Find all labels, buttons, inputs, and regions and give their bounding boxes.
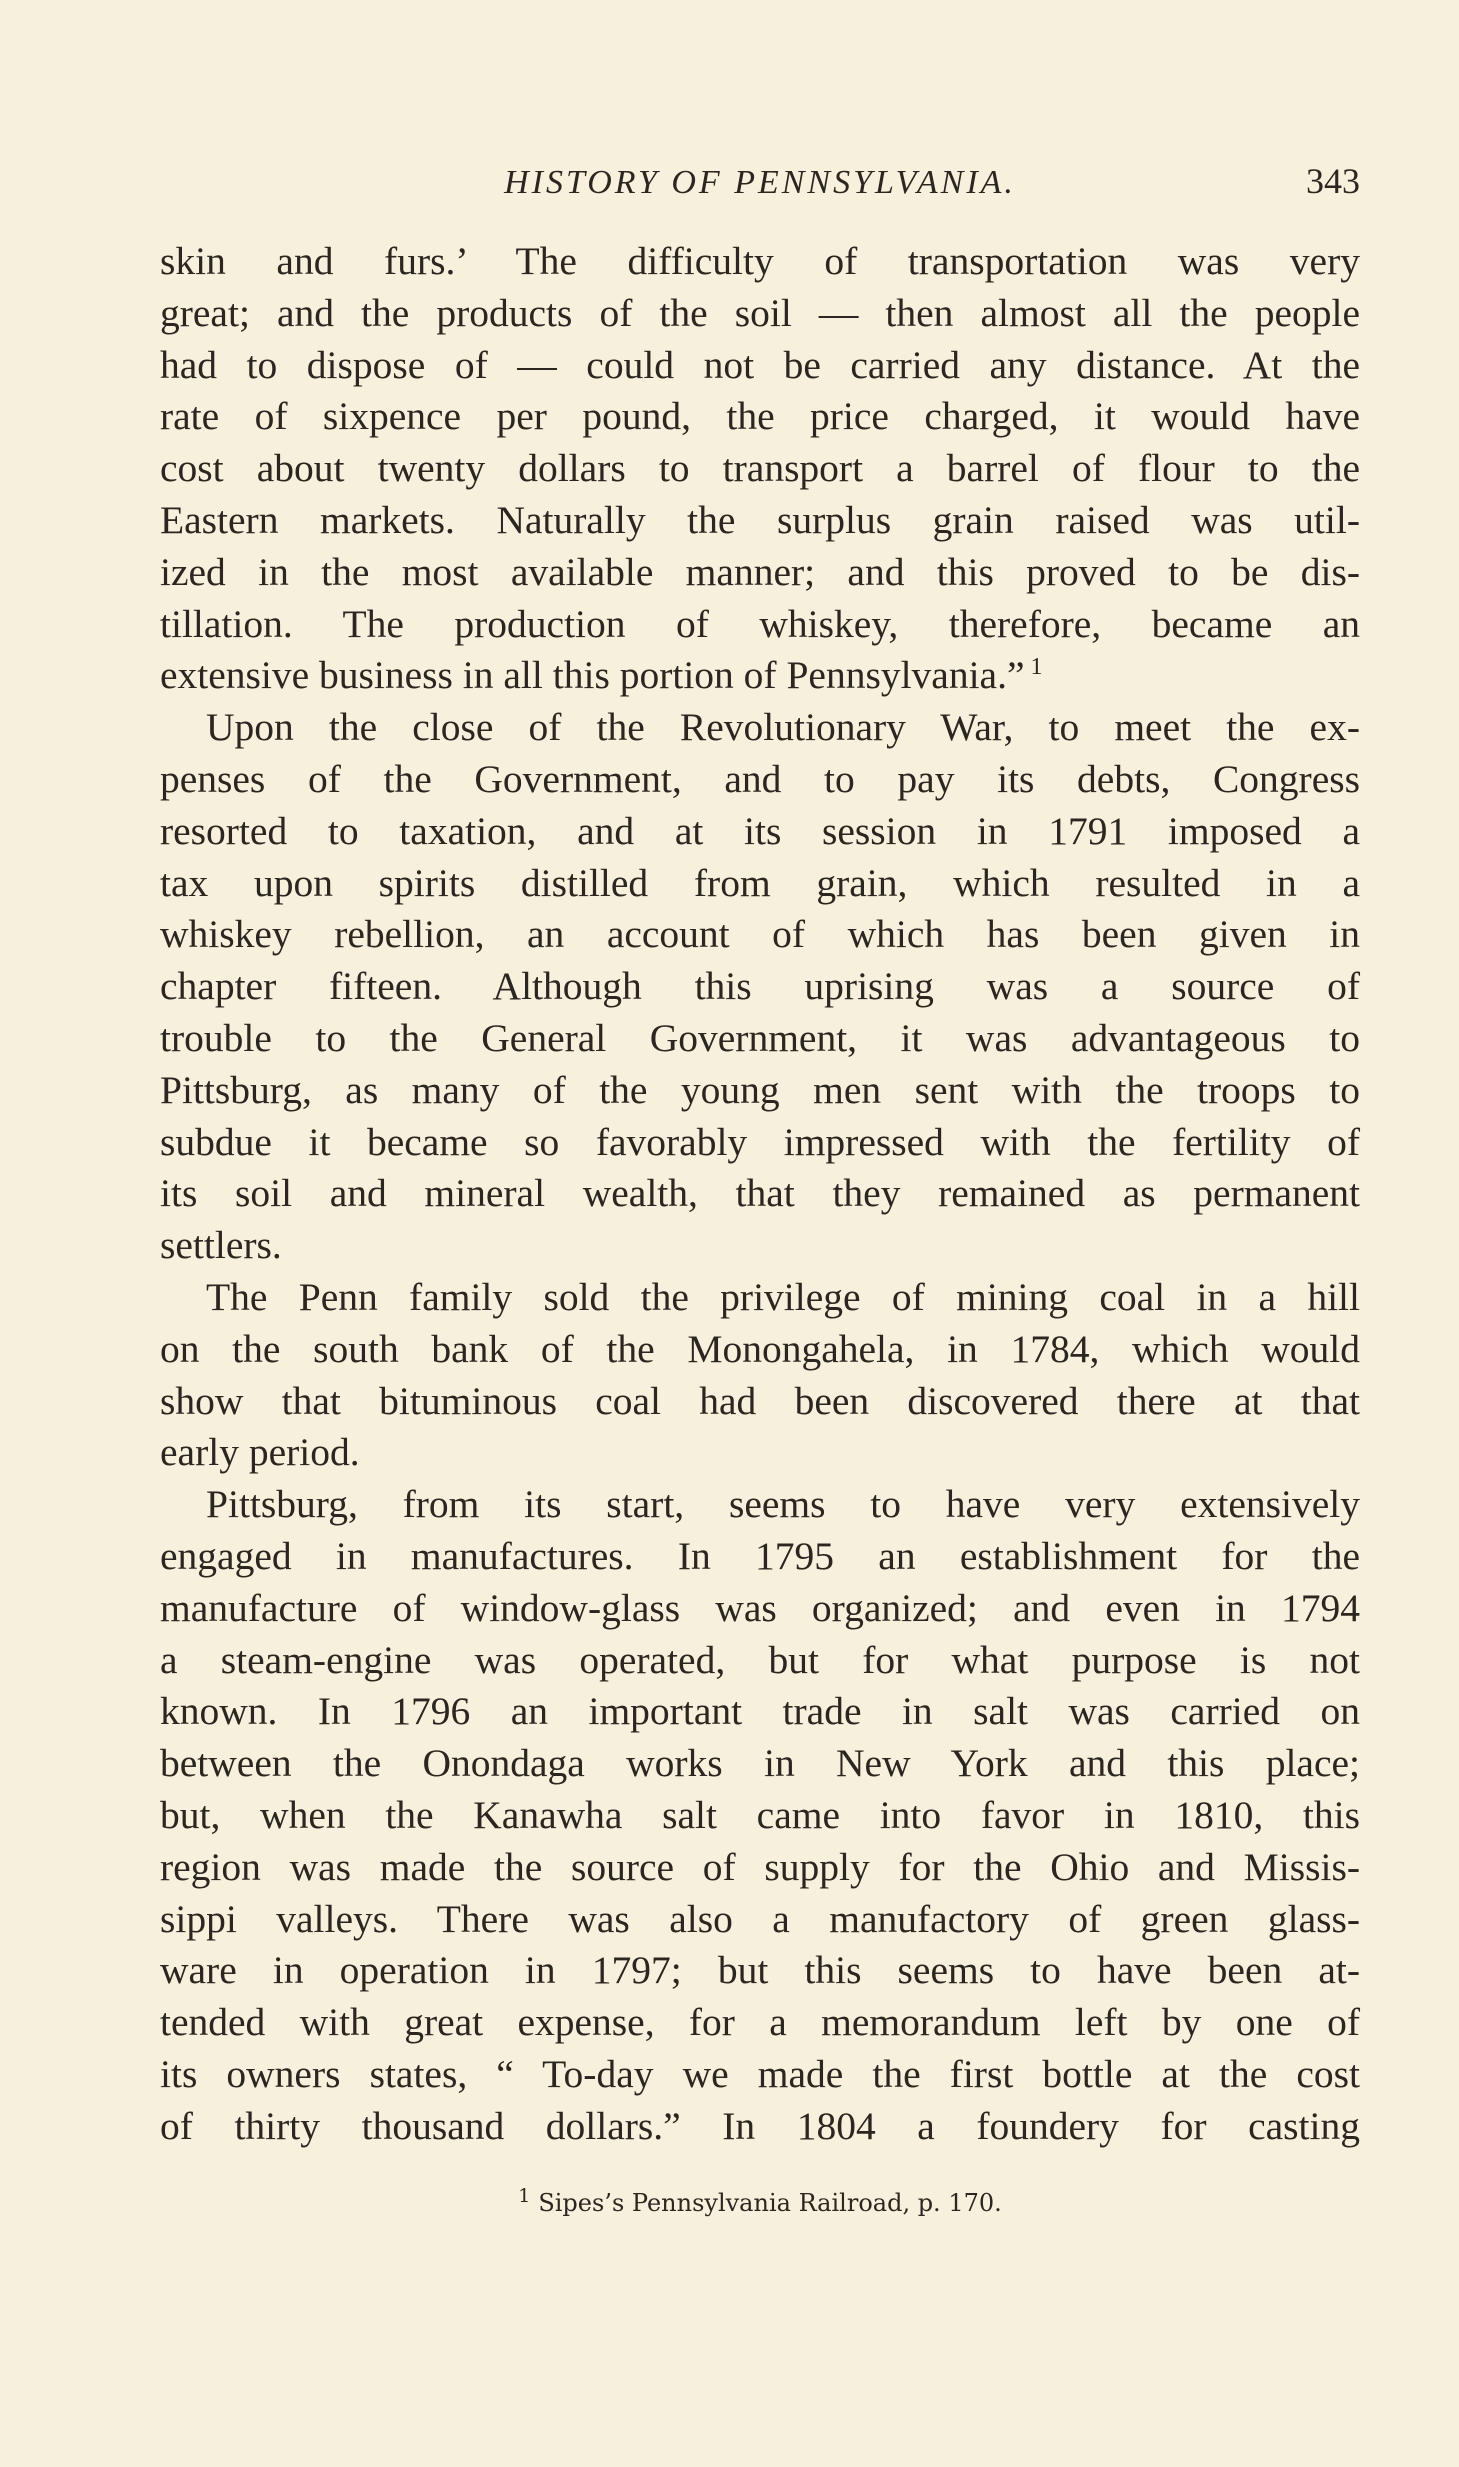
paragraph [160, 1479, 1360, 2152]
text-line: The Penn family sold the privilege of mining coal in a hill [206, 1274, 1360, 1319]
text-line: early period. [160, 1430, 360, 1475]
running-head [160, 160, 1360, 206]
text-line: region was made the source of supply for the Ohio and Missis- [160, 1844, 1360, 1889]
footnote [160, 2185, 1360, 2217]
text-line: great; and the products of the soil — then almost all the people [160, 290, 1360, 335]
text-line: Upon the close of the Revolutionary War, to meet the ex- [206, 705, 1360, 750]
text-line: on the south bank of the Monongahela, in 1784, which would [160, 1326, 1360, 1371]
text-line: settlers. [160, 1223, 282, 1268]
text-line: tended with great expense, for a memorandum left by one of [160, 2000, 1360, 2045]
body-text [160, 236, 1360, 2152]
text-line: show that bituminous coal had been discovered there at that [160, 1378, 1360, 1423]
text-line: sippi valleys. There was also a manufactory of green glass- [160, 1896, 1360, 1941]
text-line: resorted to taxation, and at its session in 1791 imposed a [160, 808, 1360, 853]
text-line: rate of sixpence per pound, the price charged, it would have [160, 394, 1360, 439]
footnote-text: Sipes’s Pennsylvania Railroad, p. 170. [538, 2189, 1002, 2217]
text-line: known. In 1796 an important trade in salt was carried on [160, 1689, 1360, 1734]
text-line: tax upon spirits distilled from grain, which resulted in a [160, 860, 1360, 905]
text-line: of thirty thousand dollars.” In 1804 a foundery for casting [160, 2103, 1360, 2148]
text-line: chapter fifteen. Although this uprising was a source of [160, 964, 1360, 1009]
text-line: its owners states, “ To-day we made the first bottle at the cost [160, 2051, 1360, 2096]
text-line: ized in the most available manner; and this proved to be dis- [160, 549, 1360, 594]
text-line: ware in operation in 1797; but this seems to have been at- [160, 1948, 1360, 1993]
text-line: but, when the Kanawha salt came into favor in 1810, this [160, 1792, 1360, 1837]
paragraph [160, 1272, 1360, 1479]
footnote-reference: 1 [1024, 654, 1043, 681]
text-line: tillation. The production of whiskey, therefore, became an [160, 601, 1360, 646]
text-line: engaged in manufactures. In 1795 an establishment for the [160, 1533, 1360, 1578]
text-line: between the Onondaga works in New York and this place; [160, 1741, 1360, 1786]
text-line: extensive business in all this portion of Pennsylvania.” $^1$ [160, 653, 1043, 698]
text-line: subdue it became so favorably impressed with the fertility of [160, 1119, 1360, 1164]
paragraph [160, 236, 1360, 702]
text-line: its soil and mineral wealth, that they remained as permanent [160, 1171, 1360, 1216]
page-number: 343 [1306, 161, 1360, 201]
text-line: whiskey rebellion, an account of which has been given in [160, 912, 1360, 957]
text-line: Pittsburg, from its start, seems to have very extensively [206, 1482, 1360, 1527]
text-line: manufacture of window-glass was organized; and even in 1794 [160, 1585, 1360, 1630]
text-line: Eastern markets. Naturally the surplus grain raised was util- [160, 497, 1360, 542]
footnote-number: 1 [518, 2185, 531, 2207]
text-line: skin and furs.’ The difficulty of transportation was very [160, 239, 1360, 283]
paragraph [160, 702, 1360, 1272]
text-line: Pittsburg, as many of the young men sent with the troops to [160, 1067, 1360, 1112]
text-line: had to dispose of — could not be carried any distance. At the [160, 342, 1360, 387]
running-title: HISTORY OF PENNSYLVANIA. [504, 164, 1016, 201]
text-line: trouble to the General Government, it was advantageous to [160, 1015, 1360, 1060]
text-line: cost about twenty dollars to transport a barrel of flour to the [160, 446, 1360, 491]
text-line: a steam-engine was operated, but for what purpose is not [160, 1637, 1360, 1682]
text-line: penses of the Government, and to pay its debts, Congress [160, 756, 1360, 801]
